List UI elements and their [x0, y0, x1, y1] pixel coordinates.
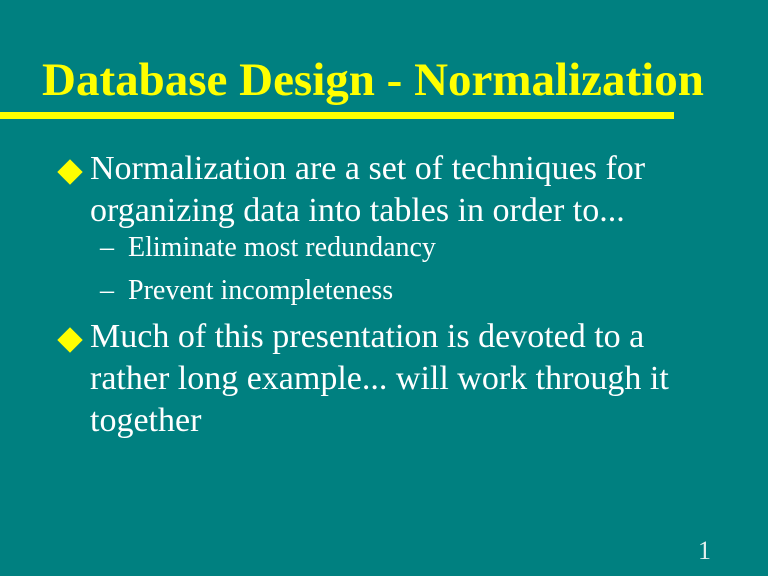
diamond-bullet-icon: [57, 327, 83, 353]
bullet-text-line: rather long example... will work through it: [90, 360, 669, 397]
bullet-text-line: Normalization are a set of techniques for: [90, 150, 646, 187]
slide-title: Database Design - Normalization: [42, 54, 704, 106]
bullet-text-line: together: [90, 402, 202, 439]
sub-bullet-text-line: Prevent incompleteness: [128, 275, 394, 306]
sub-bullet-item: [100, 277, 393, 305]
dash-bullet: –: [100, 232, 114, 263]
bullet-text-line: Much of this presentation is devoted to a: [90, 318, 645, 355]
bullet-item: [90, 316, 669, 442]
diamond-bullet-icon: [57, 159, 83, 185]
sub-bullet-text-line: Eliminate most redundancy: [128, 232, 436, 263]
bullet-text-line: organizing data into tables in order to...: [90, 192, 625, 229]
bullet-item: [90, 148, 645, 232]
sub-bullet-item: [100, 234, 436, 262]
page-number: 1: [698, 536, 711, 565]
title-underline-rule: [0, 112, 674, 119]
dash-bullet: –: [100, 275, 114, 306]
diamond-shape: [57, 327, 82, 352]
diamond-shape: [57, 159, 82, 184]
